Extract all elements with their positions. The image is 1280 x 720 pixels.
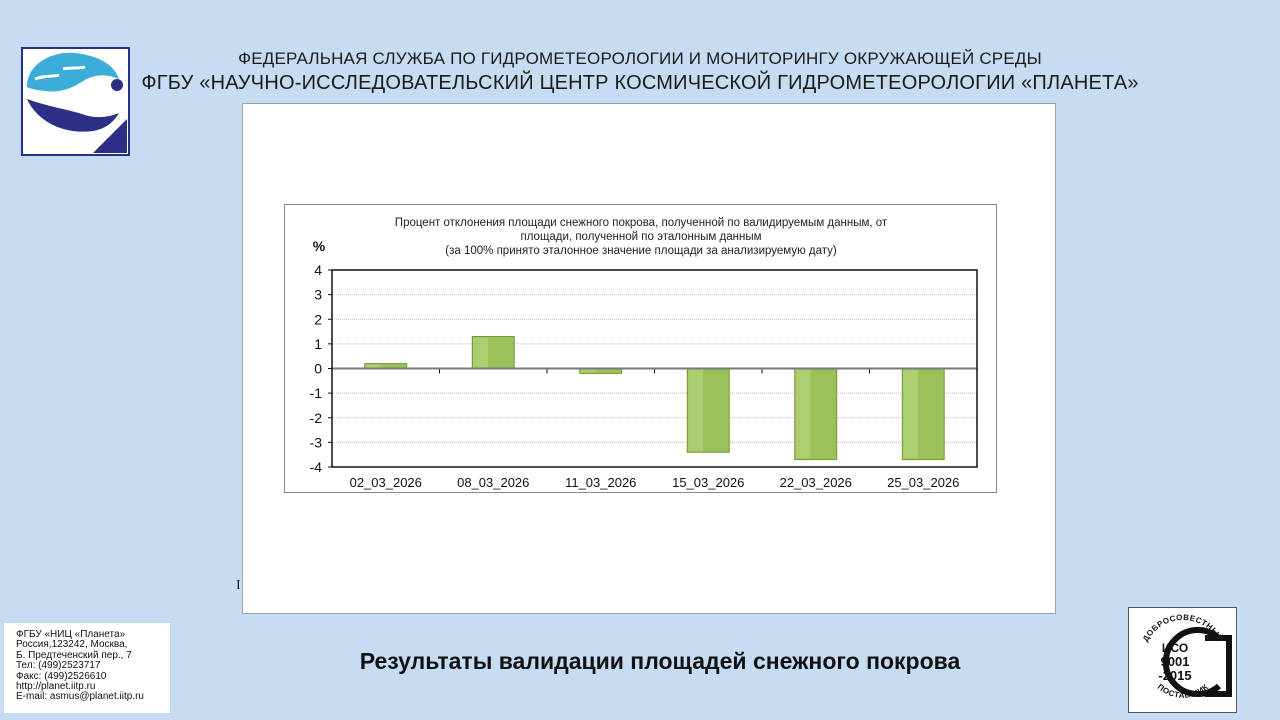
organization-logo xyxy=(21,47,130,156)
slide-title: Результаты валидации площадей снежного покрова xyxy=(359,648,961,674)
iso-line-3: -2015 xyxy=(1158,668,1192,683)
iso-seal-icon xyxy=(1129,608,1236,712)
bar-highlight xyxy=(581,370,596,373)
y-tick-label: 2 xyxy=(314,311,322,328)
y-tick-label: 3 xyxy=(314,286,322,303)
bar-highlight xyxy=(903,370,918,459)
bar-highlight xyxy=(688,370,703,452)
x-tick-label: 02_03_2026 xyxy=(349,475,422,490)
y-tick-label: -1 xyxy=(309,385,322,402)
chart-frame xyxy=(284,204,997,493)
bar-highlight xyxy=(796,370,811,459)
chart-title-line-2: площади, полученной по эталонным данным xyxy=(520,231,762,243)
x-tick-label: 11_03_2026 xyxy=(565,475,637,490)
iso-line-2: 9001 xyxy=(1160,654,1190,669)
iso-top-text: ДОБРОСОВЕСТНЫЙ xyxy=(1140,612,1226,644)
y-tick-label: 0 xyxy=(314,360,322,377)
iso-bottom-text: ПОСТАВЩИК xyxy=(1155,682,1211,700)
contact-line: ФГБУ «НИЦ «Планета» xyxy=(16,629,126,640)
contact-line: Факс: (499)2526610 xyxy=(16,670,107,682)
x-tick-label: 08_03_2026 xyxy=(457,475,530,490)
snow-cover-deviation-chart xyxy=(285,205,996,492)
contact-line: Россия,123242, Москва, xyxy=(16,639,128,651)
x-tick-label: 15_03_2026 xyxy=(672,475,745,490)
iso-certification-badge xyxy=(1128,607,1237,713)
bar-highlight xyxy=(366,365,381,368)
contact-line: Тел: (499)2523717 xyxy=(16,660,101,672)
contact-line: E-mail: asmus@planet.iitp.ru xyxy=(16,691,144,703)
x-tick-label: 25_03_2026 xyxy=(887,475,960,490)
y-tick-label: 1 xyxy=(314,335,322,352)
chart-title-line-3: (за 100% принято эталонное значение площади за анализируемую дату) xyxy=(445,245,837,257)
y-tick-label: -4 xyxy=(309,459,322,475)
contact-info xyxy=(4,623,170,713)
planeta-logo-icon xyxy=(23,49,128,154)
contact-line: http://planet.iitp.ru xyxy=(16,681,96,693)
chart-title-line-1: Процент отклонения площади снежного покрова, полученной по валидируемым данным, от xyxy=(394,217,888,229)
y-tick-label: 4 xyxy=(314,262,322,278)
header-agency-line: ФЕДЕРАЛЬНАЯ СЛУЖБА ПО ГИДРОМЕТЕОРОЛОГИИ И МОНИТОРИНГУ ОКРУЖАЮЩЕЙ СРЕДЫ xyxy=(238,49,1042,68)
panel-mark: I xyxy=(236,578,241,593)
contact-line: Б. Предтеченский пер., 7 xyxy=(16,649,132,661)
y-axis-label: % xyxy=(312,238,326,254)
page-header xyxy=(140,48,1140,96)
y-tick-label: -3 xyxy=(309,434,322,451)
header-center-line: ФГБУ «НАУЧНО-ИССЛЕДОВАТЕЛЬСКИЙ ЦЕНТР КОСМИЧЕСКОЙ ГИДРОМЕТЕОРОЛОГИИ «ПЛАНЕТА» xyxy=(141,72,1139,94)
iso-line-1: ИСО xyxy=(1161,641,1189,655)
bar-highlight xyxy=(473,337,488,367)
x-tick-label: 22_03_2026 xyxy=(779,475,852,490)
y-tick-label: -2 xyxy=(309,409,322,426)
